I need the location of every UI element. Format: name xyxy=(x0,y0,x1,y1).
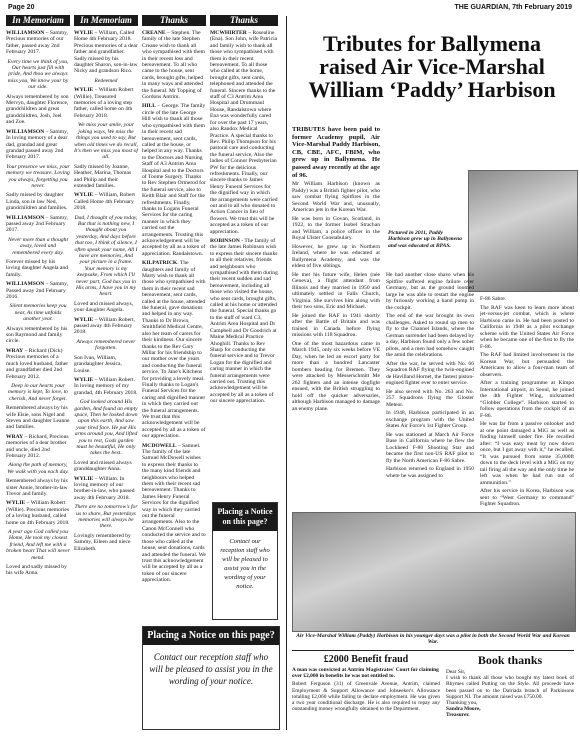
notice-surname: MCDOWELL xyxy=(142,442,177,449)
article-paragraph: He was far from a passive onlooker and at one point damaged a MiG as well as finding himself under fire. He recalled after: “I was easy meat by now down once, but I got away with it,” he recalled. “It was pursued from some 35,000ft down to the deck level with a MiG on my tail firing all the way and the only time he left was when he had run out of ammunition.” xyxy=(480,421,574,486)
notice-text: Loved and missed always granddaughter Anna. xyxy=(74,459,132,473)
notice-entry xyxy=(6,281,70,300)
notice-text: - The family of the late James Robinson wish to express their sincere thanks to all their relatives, friends and neighbours who sympathised with them during their recent sudden and sad bereavement, including all those who visited the house, who sent cards, brought gifts, called at his home or attended the funeral. Special thanks go to the staff of ward C3, Antrim Area Hospital and Dr Campbell and Dr Goodrich at Maine Medical Practice Ahoghill. Thanks to Rev Sharp for conducting the funeral service and to Trevor Logan for the dignified and caring manner in which the funeral arrangements were carried out. Trusting this acknowledgement will be accepted by all as a token of our sincere appreciation. xyxy=(210,238,278,405)
notice-text: – Richard, Precious memories of a dear brother and uncle, died 2nd February 2012. xyxy=(6,433,69,459)
article-paragraph: He also served with No. 263 and No. 257 Squadrons flying the Gloster Meteor. xyxy=(386,388,474,408)
notice-verse: A year ago God called you Home, He took my closest friend, And left me with a broken heart That will never mend. xyxy=(6,529,70,561)
photo-caption-top: Pictured in 2011, Paddy Harbison grew up in Ballymena and was educated at BPAS. xyxy=(388,230,462,249)
thanks-column-2 xyxy=(210,30,278,498)
notice-text: Loved and missed always, your daughter Angela. xyxy=(74,300,134,314)
notice-entry xyxy=(74,476,138,502)
notice-verse: Dad, I thought of you today, But that is nothing new, I thought about you yesterday, And days before that too, I think of silence, I often speak your name, All I have are memories, And your picture in a frame. Your memory is my keepsake, From which I'll never part, God has you in His arms, I have you in my heart. xyxy=(74,214,138,298)
notice-surname: WYLIE xyxy=(74,316,94,323)
notice-entry xyxy=(6,215,70,234)
notice-entry xyxy=(142,103,206,257)
notice-entry xyxy=(6,192,70,211)
book-thanks-name: Sandra Moore, xyxy=(446,706,481,713)
memoriam-column-1 xyxy=(6,30,70,730)
notice-surname: WILLIAMSON xyxy=(6,281,45,288)
notice-text: – William. In loving memory of our brother-in-law, who passed away 4th February 2018. xyxy=(74,475,135,501)
notice-text: – Stephen. The family of the late Stephen Creane wish to thank all who sympathised with them in their recent loss and bereavement. To all who came to the house, sent cards, brought gifts, helped in many ways and attended the funeral. Mr Topping of Gordons Antrim. xyxy=(142,30,205,101)
notice-verse: Your presence we miss, your memory we treasure. Loving you always, forgetting you never. xyxy=(6,163,70,189)
fraud-subhead: A man was convicted at Antrim Magistrates' Court for claiming over £2,000 in benefits he was not entitled to. xyxy=(292,667,439,680)
notice-entry xyxy=(6,326,70,345)
notice-verse: Along the path of memory, We walk with you each day. xyxy=(7,462,69,475)
notice-surname: HILL xyxy=(142,103,156,110)
notice-text: Remembered always by his sister Annie, brother-in-law Trevor and family. xyxy=(6,478,68,497)
in-memoriam-banner-1: In Memoriam xyxy=(6,15,70,26)
article-paragraph: After his service in Korea, Harbison was sent to “West Germany to command” Fighter Squadron. xyxy=(480,488,574,507)
notice-surname: WYLIE xyxy=(74,376,94,383)
notice-surname: WILLIAMSON xyxy=(6,214,45,221)
book-thanks-dear: Dear Sir, xyxy=(446,669,466,675)
article-paragraph: He met his future wife, Helen (née Geneva), a flight attendant from Illinois and they married in 1950 and ultimately settled in Falls Church, Virginia. She survives him along with their two sons, Eric and Michael. xyxy=(292,271,380,311)
placing-notice-small xyxy=(212,502,278,620)
notice-text: – Samuel. The family of the late Samuel McDowell wishes to express their thanks to the many kind friends and neighbours who helped them with their recent sad bereavement. Thanks to James Henry Funeral Services for the dignified way in which they carried out the funeral arrangements. Also to the Canon McConnell who conducted the service and to those who called at the house, sent donations, cards and attended the funeral. We trust this acknowledgement will be accepted by all as a token of our sincere appreciation. xyxy=(142,442,206,584)
column-divider xyxy=(286,16,287,730)
article-paragraph xyxy=(480,510,574,511)
notice-text: – William Robert (Willie). Precious memories of a loving husband, called home on 4th February 2018. xyxy=(6,500,70,526)
notice-entry xyxy=(142,443,206,584)
article-paragraph: He was stationed at March Air Force Base in California where he flew the Lockheed F-80 Shooting Star and became the first non-US RAF pilot to fly the North American F-86 Sabre. xyxy=(386,431,474,464)
notice-entry xyxy=(74,355,138,374)
notice-entry xyxy=(142,260,206,439)
thanks-banner-2: Thanks xyxy=(210,15,278,26)
article-paragraph: Mr William Harbison (known as Paddy) was a British fighter pilot, who saw combat flying Spitfires in the Second World War and, unusually, American jets in the Korean War. xyxy=(292,181,380,214)
notice-verse: We miss your smile, your joking ways, We miss the things you used to say, But when old times we do recall, It's then we miss you most of all. xyxy=(74,122,138,161)
in-memoriam-banner-2: In Memoriam xyxy=(74,15,138,26)
article-paragraph: The RAF had limited involvement in the Korean War, but persuaded the Americans to allow a four-man team of observers. xyxy=(480,352,574,378)
notice-entry xyxy=(6,348,70,380)
article-paragraph: Harbison returned to England in 1950 where he was assigned to xyxy=(386,466,474,479)
notice-text: – Richard (Dick) Precious memories of a much loved husband, father and grandfather died 2nd February 2012. xyxy=(6,347,69,380)
notice-text: – William, Robert Called Home 4th February 2018. xyxy=(74,192,135,212)
notice-entry xyxy=(74,87,138,119)
notice-verse: God looked around His garden, And found an empty space, Then he looked down upon this earth, And saw your tired face. He put His arms around you, And lifted you to rest, Gods garden must be beautiful, He only takes the best. xyxy=(74,399,138,457)
notice-entry xyxy=(6,500,70,526)
notice-text: – George. The family circle of the late George Hill wish to thank all those who sympathised with them in their recent sad bereavement, sent cards, called at the house, or helped in any way. Thanks to the Doctors and Nursing Staff of A3 Antrim Area Hospital and to the Doctors of Toome Surgery. Thanks to Rev Stephen Ormerod for the funeral service, also to Keith Blair and Staff for the refreshments. Finally, thanks to Logans Funeral Services for the caring manner in which they carried out the arrangements. Trusting this acknowledgement will be accepted by all as a token of appreciation. Randalstown. xyxy=(142,103,206,257)
notice-entry xyxy=(6,30,70,56)
notice-verse: Silent memories keep you near, As time unfolds another year. xyxy=(9,303,67,323)
notice-text: Forever missed by his loving daughter Angela and family. xyxy=(6,259,68,278)
placing-notice-large xyxy=(142,626,280,730)
article-paragraph: He had another close shave when his Spitfire suffered engine failure over Germany, but as the ground loomed large he was able to restart the engine by furiously working a hand pump in the cockpit. xyxy=(386,272,474,311)
notice-text: – Sammy, Passed away 2nd February 2016. xyxy=(6,281,68,301)
notice-entry xyxy=(74,460,138,473)
notice-text: – Rosealine (Ena). Son John, wife Patricia and family wish to thank all those who sympathised with them in their recent bereavement. To all those who called at the home, brought gifts, sent cards, telephoned and attended the funeral. Sincere thanks to the staff of C3 Antrim Area Hospital and Drummaul House, Randalstown where Ena was wonderfully cared for over the past 17 years, also Randox Medical Practice. A special thanks to Rev. Philip Thompson for his pastoral care and conducting the funeral service, Also the ladies of Connor Presbyterian PW for the delicious refreshments. Finally, our sincere thanks to James Henry Funeral Services for the dignified way in which the arrangements were carried out and to all who donated to Action Cancer in lieu of flowers. We trust this will be accepted as a token of our appreciation. xyxy=(210,30,278,235)
notice-text: Son Ivan, William, grandaughter Jessica, Louise. xyxy=(74,354,122,374)
notice-text: – William, Called Home 4th February 2018. Precious memories of a dear father and grandfather. Sadly missed by his daughter Sharon, son-in-law Nicky and grandson Rico. xyxy=(74,30,138,75)
notice-text: Loved and sadly missed by his wife Anna. xyxy=(6,564,67,577)
page-header xyxy=(8,4,572,14)
article-paragraph: He joined the RAF in 1941 shortly after the Battle of Britain and was trained in Canada before flying missions with 118 Squadron. xyxy=(292,312,380,339)
notice-surname: WILLIAMSON xyxy=(6,128,45,135)
article-paragraph: The end of the war brought its own challenges. Asked to round up men to fly to the Channel Islands, where the German surrender had been delayed by a day, Harbison found only a few sober pilots, and a men had somehow caught the amid the celebrations. xyxy=(386,313,474,358)
notice-entry xyxy=(6,129,70,161)
notice-entry xyxy=(74,164,138,190)
section-divider xyxy=(292,650,574,651)
notice-entry xyxy=(74,533,138,552)
notice-surname: KILPATRICK xyxy=(142,260,178,267)
article-paragraph: After the war, he served with No. 66 Squadron RAF flying the twin-engined de Havilland Hornet, the fastest piston-engined fighter ever to enter service. xyxy=(386,360,474,386)
fraud-title: £2000 Benefit fraud xyxy=(323,654,409,665)
thanks-column-1 xyxy=(142,30,206,645)
book-thanks-title: Book thanks xyxy=(477,653,543,667)
notice-text: Lovingly remembered by Sammy, Eileen and niece Elizabeth. xyxy=(74,532,131,552)
notice-text: – William Robert (Willie), Treasured memories of a loving step father, called home on 4th February 2018. xyxy=(74,87,134,119)
notice-surname: WYLIE xyxy=(74,475,94,482)
benefit-fraud-article xyxy=(292,654,440,734)
notice-text: . The daughters and family of Marty wish to thank all those who sympathised with them in their recent sad bereavement, sent cards, called at the house, attended the funeral, gave donations and helped in any way. Thanks to Dr Brown, Smithfield Medical Centre, also her team of carers for their kindness. Our sincere thanks to the Rev Gary Millar for his friendship to our mother over the years and conducting the funeral service. To Jane's Kitchens for providing a lovely meal. Finally thanks to Logan's Funeral Services for the caring and dignified manner in which they carried out the funeral arrangements. We trust that this acknowledgement will be accepted by all as a token of our appreciation. xyxy=(142,260,206,440)
notice-text: Sadly missed by Joanne, Heather, Marina, Thomas and Philip and their extended families. xyxy=(74,163,132,189)
notice-surname: WYLIE xyxy=(6,500,26,507)
notice-entry xyxy=(74,192,138,211)
placing-notice-small-body: Contact our reception staff who will be pleased to assist you in the wording of your notice. xyxy=(220,538,270,590)
notice-verse: There are no tomorrow's for us to share, But yesterdays memories will always be there. xyxy=(74,504,138,530)
notice-entry xyxy=(74,317,138,336)
notice-surname: WYLIE xyxy=(74,30,94,36)
notice-text: – Sammy, passed away 2nd February 2017. xyxy=(6,214,68,234)
photo-harbison-2011 xyxy=(468,170,578,292)
book-thanks-signoff: Thanking you, xyxy=(446,700,478,707)
notice-text: – Sammy, Precious memories of our father, passed away 2nd February 2017. xyxy=(6,30,68,56)
article-column-1 xyxy=(292,126,380,510)
fraud-body: Robert Ferguson (31) of Greenvale Avenue, Antrim, claimed Employment & Support Allowance and Jobseeker's Allowance totalling £2,060 while failing to declare employment. He was given a two year conditional discharge. He is also required to repay any outstanding money wrongfully obtained to the Department. xyxy=(292,681,440,713)
notice-verse: Deep in our hearts your memory is kept, To love, to cherish, And never forget. xyxy=(8,382,68,402)
placing-notice-large-body: Contact our reception staff who will be pleased to assist you in the wording of your notice. xyxy=(149,652,273,686)
notice-surname: WRAY xyxy=(6,433,24,440)
notice-entry xyxy=(142,30,206,100)
notice-surname: WRAY xyxy=(6,347,24,354)
notice-text: – William Robert. In loving memory of my grandad, 4th February 2018. xyxy=(74,376,138,396)
notice-entry xyxy=(210,30,278,235)
notice-surname: WYLIE xyxy=(74,87,94,94)
notice-text: Sadly missed by daughter Linda, son in law Ned, grandchildren and families. xyxy=(6,192,68,212)
notice-verse: Redeemed xyxy=(94,77,118,84)
notice-entry xyxy=(74,301,138,314)
article-paragraph: In 1948, Harbison participated in an exchange program with the United States Air Force's 1st Fighter Group. xyxy=(386,410,474,429)
article-paragraph: The RAF was keen to learn more about jet-versus-jet combat, which is where Harbison came in. He had been posted to California in 1948 as a pilot exchange scheme with the United States Air Force when he became one of the first to fly the F-86. xyxy=(480,304,574,350)
notice-surname: CREANE xyxy=(142,30,166,36)
notice-verse: Never more than a thought away, loved and remembered every day. xyxy=(7,236,69,256)
book-thanks-body: I wish to thank all those who bought my latest book of Rhymes called Putting on the Style. All proceeds have been passed on to the Dalriada branch of Parkinsons Support NI. The amount raised was £750.00. xyxy=(446,675,574,700)
photo-harbison-young xyxy=(292,512,576,632)
memoriam-column-2 xyxy=(74,30,138,730)
article-paragraph: However, he grew up in Northern Ireland, where he was educated at Ballymena Academy, and was the eldest of five siblings. xyxy=(292,243,380,270)
book-thanks-role: Treasurer. xyxy=(446,712,470,719)
notice-text: Always remembered by son Mervyn, daughter Florence, grandchildren and great grandchildren, Josh, Joel and Zoe. xyxy=(6,93,69,126)
article-paragraph: One of the most hazardous came in March 1945, only six weeks before VE Day, when he led an escort party for more than a hundred Lancaster bombers heading for Bremen. They were attacked by Messerschmitt Me 262 fighters and an intense dogfight ensued, with the British struggling to hold off the quicker adversaries, although Harbison managed to damage an enemy plane. xyxy=(292,340,380,412)
book-thanks-letter xyxy=(446,654,574,734)
notice-verse: Every time we think of you, Our hearts just fill with pride, And thou we always miss you, We know your by our side. xyxy=(7,58,69,91)
article-headline: Tributes for Ballymena raised Air Vice-Marshal William ‘Paddy’ Harbison xyxy=(308,31,556,102)
article-paragraph: F-86 Sabre. xyxy=(480,296,507,302)
notice-entry xyxy=(6,94,70,126)
article-paragraph: TRIBUTES have been paid to former Academy pupil, Air Vice-Marshal Paddy Harbison, CB, CBE, AFC, FBIM, who grew up in Ballymena. He passed away recently at the age of 96. xyxy=(292,126,380,179)
notice-entry xyxy=(6,478,70,497)
notice-entry xyxy=(210,238,278,405)
article-paragraph: He was born in Govan, Scotland, in 1922, to the former Isobel Strachan and William, a police officer in the Royal Ulster Constabulary. xyxy=(292,215,380,242)
article-column-2 xyxy=(386,272,474,510)
notice-entry xyxy=(74,30,138,75)
notice-surname: WYLIE xyxy=(74,192,94,199)
notice-verse: Always remembered never forgotten. xyxy=(76,338,136,352)
notice-surname: MCWHIRTER xyxy=(210,30,247,36)
notice-text: – Sammy, In loving memory of a dear dad, grandad and great grandad passed away 2nd February 2017. xyxy=(6,128,68,161)
article-paragraph: After a training programme at Kimpo International airport, in Seoul, he joined the 4th Fighter Wing, nicknamed “Globber College”. Harbison started to follow operations from the cockpit of an F-86. xyxy=(480,380,574,419)
placing-notice-large-title: Placing a Notice on this page? xyxy=(143,627,279,645)
thanks-banner-1: Thanks xyxy=(142,15,206,26)
notice-surname: ROBINSON xyxy=(210,238,240,244)
placing-notice-small-title: Placing a Notice on this page? xyxy=(213,503,277,531)
page-number: Page 20 xyxy=(8,4,35,11)
photo-caption-bottom: Air Vice-Marshal William (Paddy) Harbison in his younger days was a pilot in both the Second World War and Korean War. xyxy=(296,633,570,646)
notice-surname: WILLIAMSON xyxy=(6,30,45,36)
notice-text: Always remembered by his son Raymond and family circle. xyxy=(6,325,68,345)
article-column-3 xyxy=(480,296,574,510)
notice-text: – William Robert, passed away 4th February 2018. xyxy=(74,316,135,336)
notice-entry xyxy=(74,377,138,396)
paper-name-date: THE GUARDIAN, 7th February 2019 xyxy=(454,4,572,11)
notice-entry xyxy=(6,405,70,431)
notice-text: Remembered always by his wife Elsie, sons Nigel and Steven and daughter Leanne and families. xyxy=(6,405,70,431)
notice-entry xyxy=(6,434,70,460)
notice-entry xyxy=(6,564,70,577)
notice-entry xyxy=(6,259,70,278)
